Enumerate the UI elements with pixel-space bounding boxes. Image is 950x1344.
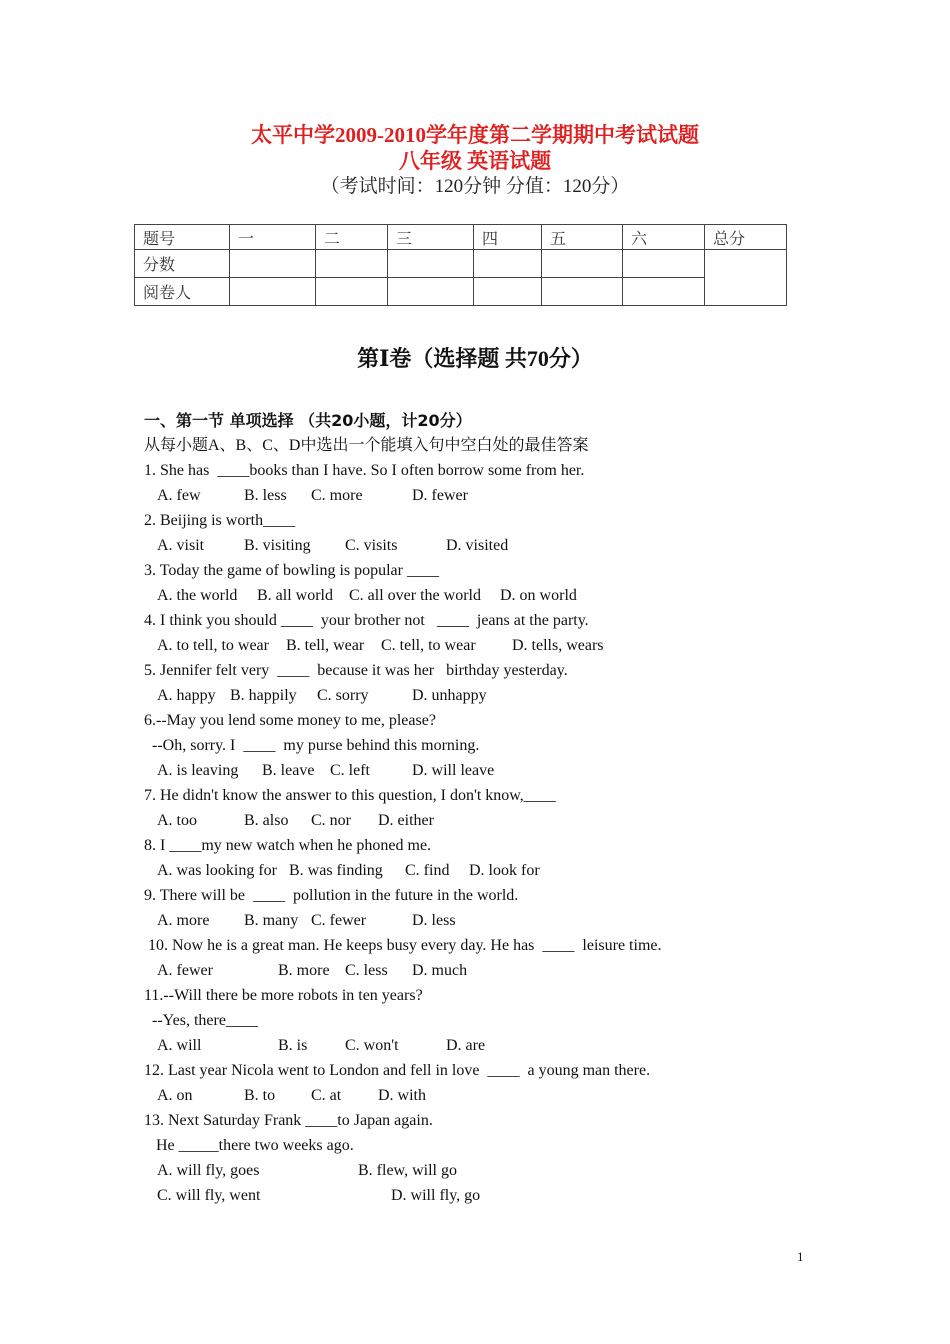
question-stem: 4. I think you should ____ your brother not ____ jeans at the party. [144,612,589,629]
question-item [144,558,864,608]
score-header-cell: 题号 [135,225,230,250]
answer-option[interactable]: D. visited [446,537,509,554]
answer-option[interactable]: C. nor [311,812,351,829]
answer-option[interactable]: C. sorry [317,687,369,704]
score-header-cell: 总分 [705,225,787,250]
grader-cell [230,278,316,306]
total-score-cell [705,250,787,306]
question-item [144,608,864,658]
question-item [144,833,864,883]
answer-option[interactable]: A. the world [157,587,238,604]
answer-option[interactable]: C. visits [345,537,398,554]
score-header-cell: 三 [388,225,474,250]
score-header-cell: 一 [230,225,316,250]
answer-option[interactable]: D. with [378,1087,426,1104]
question-item [144,508,864,558]
grader-row-label: 阅卷人 [135,278,230,306]
score-row-label: 分数 [135,250,230,278]
question-stem: 5. Jennifer felt very ____ because it was her birthday yesterday. [144,662,568,679]
answer-option[interactable]: B. less [244,487,287,504]
grader-row [135,278,787,306]
answer-option[interactable]: B. visiting [244,537,311,554]
exam-time-info: （考试时间：120分钟 分值：120分） [320,176,630,197]
question-item [144,658,864,708]
option-row [144,583,864,608]
option-row [144,908,864,933]
question-item [144,1108,864,1208]
grader-cell [388,278,474,306]
question-stem: 8. I ____my new watch when he phoned me. [144,837,432,854]
question-stem: 7. He didn't know the answer to this question, I don't know,____ [144,787,556,804]
exam-title: 太平中学2009-2010学年度第二学期期中考试试题 [251,123,699,147]
answer-option[interactable]: A. was looking for [157,862,277,879]
question-stem: 3. Today the game of bowling is popular ____ [144,562,439,579]
score-row [135,250,787,278]
question-stem: 12. Last year Nicola went to London and fell in love ____ a young man there. [144,1062,651,1079]
answer-option[interactable]: A. fewer [157,962,213,979]
question-stem: He _____there two weeks ago. [144,1137,354,1154]
option-row [144,483,864,508]
question-stem: 10. Now he is a great man. He keeps busy every day. He has ____ leisure time. [144,937,662,954]
question-stem: 6.--May you lend some money to me, please? [144,712,436,729]
answer-option[interactable]: D. unhappy [412,687,487,704]
answer-option[interactable]: C. won't [345,1037,399,1054]
answer-option[interactable]: C. fewer [311,912,367,929]
score-header-cell: 五 [542,225,623,250]
answer-option[interactable]: D. much [412,962,468,979]
option-row [144,858,864,883]
grader-cell [474,278,542,306]
page-number: 1 [797,1249,804,1264]
grader-cell [316,278,388,306]
question-item [144,933,864,983]
answer-option[interactable]: A. on [157,1087,193,1104]
score-cell [623,250,705,278]
answer-option[interactable]: A. to tell, to wear [157,637,269,654]
score-cell [388,250,474,278]
answer-option[interactable]: B. happily [230,687,297,704]
score-header-cell: 四 [474,225,542,250]
option-row [144,633,864,658]
answer-option[interactable]: D. fewer [412,487,468,504]
answer-option[interactable]: C. more [311,487,363,504]
answer-option[interactable]: D. less [412,912,456,929]
answer-option[interactable]: D. tells, wears [512,637,604,654]
question-list [144,458,864,1208]
section-single-choice [144,408,864,1208]
answer-option[interactable]: D. either [378,812,434,829]
answer-option[interactable]: D. on world [500,587,577,604]
question-stem: 11.--Will there be more robots in ten years? [144,987,423,1004]
question-item [144,883,864,933]
answer-option[interactable]: B. more [278,962,330,979]
exam-subject: 八年级 英语试题 [398,149,552,173]
score-header-cell: 二 [316,225,388,250]
answer-option[interactable]: A. more [157,912,210,929]
answer-option[interactable]: D. will leave [412,762,495,779]
question-stem: 2. Beijing is worth____ [144,512,296,529]
question-stem: --Yes, there____ [144,1012,258,1029]
question-stem: 1. She has ____books than I have. So I often borrow some from her. [144,462,585,479]
answer-option[interactable]: B. to [244,1087,276,1104]
answer-option[interactable]: C. at [311,1087,342,1104]
score-header-cell: 六 [623,225,705,250]
answer-option[interactable]: B. flew, will go [358,1162,457,1179]
question-item [144,708,864,783]
answer-option[interactable]: D. will fly, go [391,1187,481,1204]
option-row [144,683,864,708]
grader-cell [542,278,623,306]
question-stem: 9. There will be ____ pollution in the future in the world. [144,887,519,904]
question-stem: --Oh, sorry. I ____ my purse behind this morning. [144,737,480,754]
answer-option[interactable]: B. all world [257,587,333,604]
answer-option[interactable]: A. few [157,487,201,504]
option-row [144,533,864,558]
answer-option[interactable]: D. look for [469,862,540,879]
answer-option[interactable]: B. was finding [289,862,383,879]
answer-option[interactable]: A. is leaving [157,762,239,779]
score-cell [474,250,542,278]
answer-option[interactable]: A. will fly, goes [157,1162,260,1179]
grader-cell [623,278,705,306]
question-item [144,983,864,1058]
score-cell [230,250,316,278]
question-item [144,1058,864,1108]
section-instruction: 从每小题A、B、C、D中选出一个能填入句中空白处的最佳答案 [144,437,589,454]
option-row [144,1083,864,1108]
answer-option[interactable]: B. tell, wear [286,637,365,654]
score-cell [316,250,388,278]
answer-option[interactable]: C. less [345,962,388,979]
score-cell [542,250,623,278]
answer-option[interactable]: A. will [157,1037,202,1054]
answer-option[interactable]: A. visit [157,537,205,554]
answer-option[interactable]: C. will fly, went [157,1187,261,1204]
answer-option[interactable]: C. find [405,862,450,879]
answer-option[interactable]: B. leave [262,762,315,779]
answer-option[interactable]: C. all over the world [349,587,481,604]
option-row [144,1183,864,1208]
answer-option[interactable]: B. many [244,912,299,929]
answer-option[interactable]: D. are [446,1037,486,1054]
section-title: 一、第一节 单项选择 （共20小题，计20分） [144,411,472,430]
score-table-header-row [135,225,787,250]
option-row [144,1158,864,1183]
score-table [134,224,787,306]
option-row [144,758,864,783]
answer-option[interactable]: B. also [244,812,289,829]
option-row [144,1033,864,1058]
question-stem: 13. Next Saturday Frank ____to Japan again. [144,1112,433,1129]
part-heading: 第Ⅰ卷（选择题 共70分） [357,346,593,371]
option-row [144,808,864,833]
header [0,122,950,200]
question-item [144,783,864,833]
question-item [144,458,864,508]
answer-option[interactable]: C. left [330,762,370,779]
answer-option[interactable]: A. happy [157,687,216,704]
answer-option[interactable]: C. tell, to wear [381,637,476,654]
answer-option[interactable]: A. too [157,812,197,829]
option-row [144,958,864,983]
answer-option[interactable]: B. is [278,1037,308,1054]
